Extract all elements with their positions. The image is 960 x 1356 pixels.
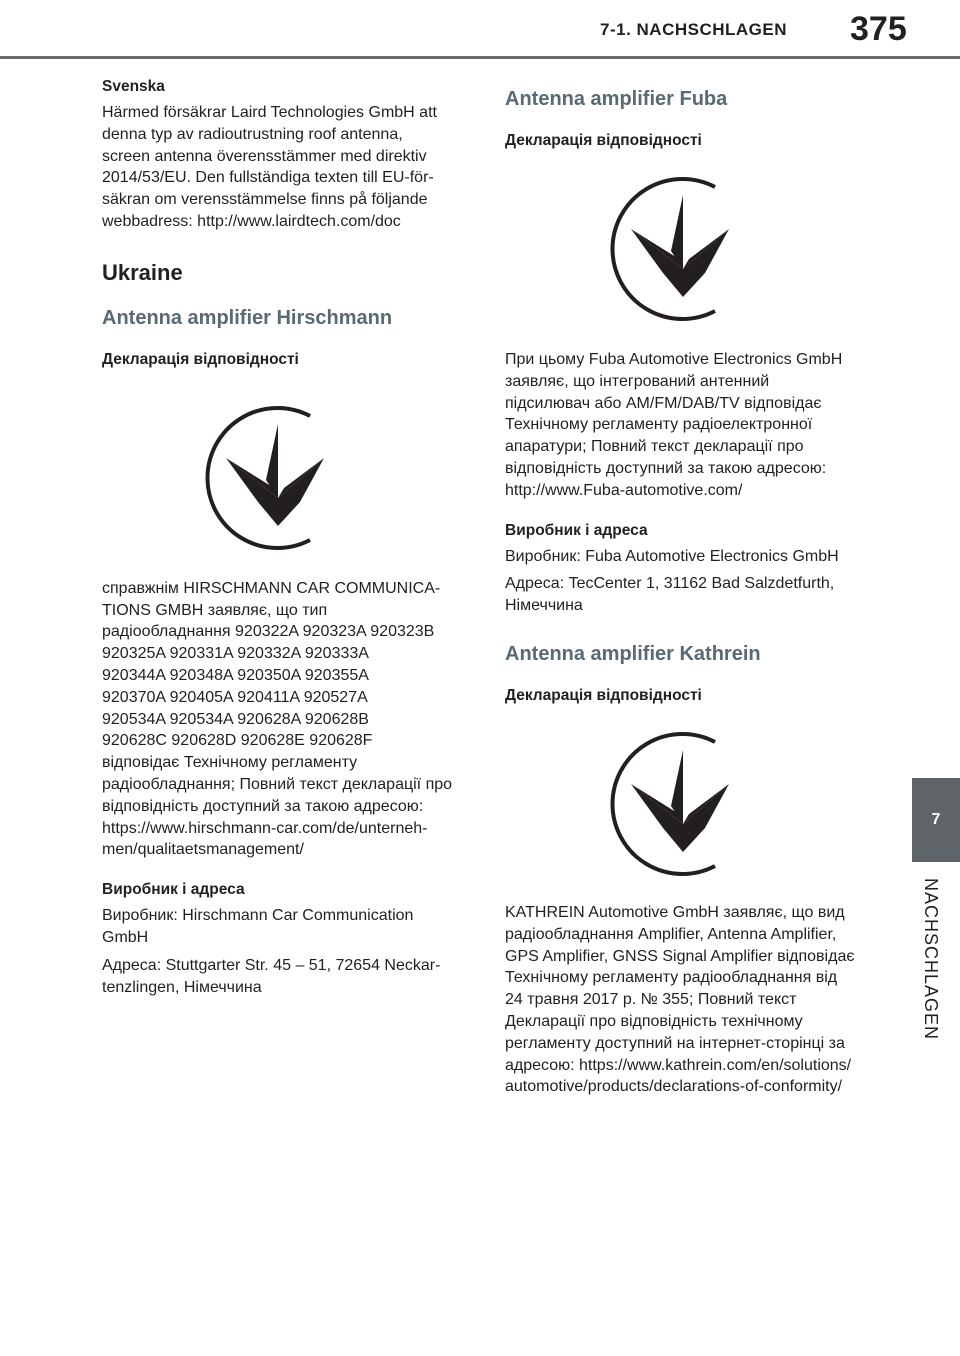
url-line[interactable]: адресою: https://www.kathrein.com/en/solutions/ bbox=[505, 1056, 852, 1074]
text-line: відповідає Технічному регламенту bbox=[102, 754, 358, 772]
text-line: tenzlingen, Німеччина bbox=[102, 978, 262, 996]
hirschmann-address bbox=[102, 955, 462, 999]
ukrainian-conformity-mark-icon bbox=[607, 171, 737, 327]
chapter-label: NACHSCHLAGEN bbox=[921, 878, 941, 1041]
fuba-manufacturer: Виробник: Fuba Automotive Electronics GmbH bbox=[505, 547, 839, 565]
url-line[interactable]: men/qualitaetsmanagement/ bbox=[102, 841, 304, 859]
hirschmann-manufacturer-heading: Виробник і адреса bbox=[102, 881, 245, 899]
text-line: webbadress: http://www.lairdtech.com/doc bbox=[102, 212, 401, 230]
text-line: Адреса: Stuttgarter Str. 45 – 51, 72654 Neckar- bbox=[102, 956, 441, 974]
text-line: При цьому Fuba Automotive Electronics GmbH bbox=[505, 351, 843, 368]
hirschmann-title: Antenna amplifier Hirschmann bbox=[102, 306, 393, 329]
text-line: 2014/53/EU. Den fullständiga texten till EU-för- bbox=[102, 169, 434, 187]
text-line: Декларації про відповідність технічному bbox=[505, 1012, 803, 1030]
kathrein-declaration-text bbox=[505, 902, 865, 1098]
text-line: відповідність доступний за такою адресою: bbox=[102, 797, 424, 815]
kathrein-declaration-heading: Декларація відповідності bbox=[505, 686, 702, 704]
text-line: Адреса: TecCenter 1, 31162 Bad Salzdetfurth, bbox=[505, 575, 835, 593]
text-line: радіообладнання Amplifier, Antenna Amplifier, bbox=[505, 925, 837, 943]
text-line: Технічному регламенту радіообладнання від bbox=[505, 969, 838, 987]
text-line: denna typ av radioutrustning roof antenna, bbox=[102, 125, 403, 143]
fuba-declaration-text bbox=[505, 349, 865, 502]
text-line: апаратури; Повний текст декларації про bbox=[505, 438, 804, 456]
fuba-address bbox=[505, 573, 865, 617]
kathrein-title: Antenna amplifier Kathrein bbox=[505, 642, 761, 665]
svenska-paragraph bbox=[102, 102, 462, 233]
text-line: KATHREIN Automotive GmbH заявляє, що вид bbox=[505, 903, 845, 921]
fuba-mark bbox=[607, 171, 865, 327]
text-line: säkran om verensstämmelse finns på följande bbox=[102, 191, 428, 209]
text-line: 24 травня 2017 р. № 355; Повний текст bbox=[505, 991, 797, 1009]
left-column bbox=[102, 76, 462, 998]
text-line: 920325A 920331A 920332A 920333A bbox=[102, 645, 369, 663]
ukrainian-conformity-mark-icon bbox=[202, 400, 332, 556]
text-line: GmbH bbox=[102, 928, 149, 946]
text-line: TIONS GMBH заявляє, що тип bbox=[102, 601, 328, 619]
text-line: заявляє, що інтегрований антенний bbox=[505, 372, 770, 390]
text-line: відповідність доступний за такою адресою: bbox=[505, 459, 827, 477]
text-line: 920534A 920534A 920628A 920628B bbox=[102, 710, 369, 728]
fuba-manufacturer-heading: Виробник і адреса bbox=[505, 521, 648, 539]
text-line: Німеччина bbox=[505, 597, 583, 615]
header-rule bbox=[0, 56, 960, 59]
fuba-title: Antenna amplifier Fuba bbox=[505, 88, 728, 110]
text-line: регламенту доступний на інтернет-сторінці за bbox=[505, 1034, 845, 1052]
text-line: GPS Amplifier, GNSS Signal Amplifier відповідає bbox=[505, 947, 855, 965]
text-line: 920628C 920628D 920628E 920628F bbox=[102, 732, 373, 750]
text-line: Härmed försäkrar Laird Technologies GmbH att bbox=[102, 104, 437, 121]
url-line[interactable]: automotive/products/declarations-of-conformity/ bbox=[505, 1078, 843, 1096]
hirschmann-mark bbox=[202, 400, 462, 556]
text-line: Виробник: Hirschmann Car Communication bbox=[102, 907, 414, 925]
text-line: підсилювач або AM/FM/DAB/TV відповідає bbox=[505, 394, 822, 412]
running-header-section-title: 7-1. NACHSCHLAGEN bbox=[600, 20, 788, 39]
country-heading: Ukraine bbox=[102, 259, 183, 285]
hirschmann-manufacturer bbox=[102, 905, 462, 949]
chapter-side-label bbox=[920, 878, 956, 1048]
chapter-number: 7 bbox=[931, 811, 941, 828]
text-line: Технічному регламенту радіоелектронної bbox=[505, 416, 813, 434]
text-line: радіообладнання 920322A 920323A 920323B bbox=[102, 623, 435, 641]
text-line: screen antenna överensstämmer med direktiv bbox=[102, 147, 427, 165]
url-line[interactable]: http://www.Fuba-automotive.com/ bbox=[505, 481, 743, 499]
chapter-tab bbox=[912, 778, 960, 862]
kathrein-mark bbox=[607, 726, 865, 882]
text-line: 920370A 920405A 920411A 920527A bbox=[102, 688, 368, 706]
right-column bbox=[505, 86, 865, 1098]
hirschmann-declaration-text bbox=[102, 578, 462, 861]
url-line[interactable]: https://www.hirschmann-car.com/de/unterneh- bbox=[102, 819, 428, 837]
fuba-declaration-heading: Декларація відповідності bbox=[505, 132, 702, 149]
text-line: справжнім HIRSCHMANN CAR COMMUNICA- bbox=[102, 579, 441, 597]
text-line: радіообладнання; Повний текст декларації про bbox=[102, 775, 453, 793]
svenska-heading: Svenska bbox=[102, 78, 165, 95]
page-number: 375 bbox=[850, 10, 907, 48]
ukrainian-conformity-mark-icon bbox=[607, 726, 737, 882]
hirschmann-declaration-heading: Декларація відповідності bbox=[102, 350, 299, 368]
text-line: 920344A 920348A 920350A 920355A bbox=[102, 666, 369, 684]
